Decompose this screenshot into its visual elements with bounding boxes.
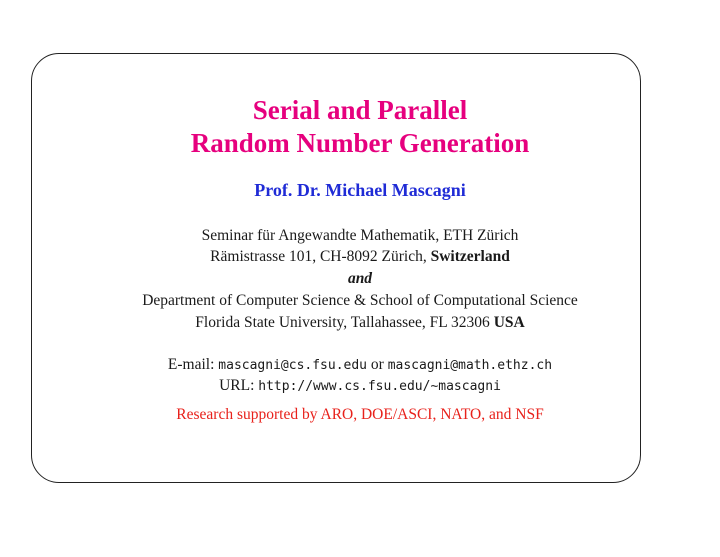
email-separator: or	[367, 356, 388, 373]
affiliation-eth-line-1: Seminar für Angewandte Mathematik, ETH Zürich	[201, 227, 519, 244]
affiliation-eth-line-2	[0, 248, 720, 266]
url-line	[0, 377, 720, 395]
title-line-1: Serial and Parallel	[252, 95, 468, 125]
author-name: Prof. Dr. Michael Mascagni	[254, 180, 466, 200]
title-line-2: Random Number Generation	[190, 128, 530, 158]
fsu-address: Florida State University, Tallahassee, FL 32306	[195, 314, 494, 331]
funding-note: Research supported by ARO, DOE/ASCI, NATO, and NSF	[176, 406, 544, 423]
homepage-link[interactable]: http://www.cs.fsu.edu/∼mascagni	[258, 379, 501, 394]
affiliation-connector: and	[347, 270, 373, 287]
email-link-fsu[interactable]: mascagni@cs.fsu.edu	[218, 358, 368, 373]
email-line	[0, 356, 720, 374]
eth-address: Rämistrasse 101, CH-8092 Zürich,	[210, 248, 431, 265]
affiliation-fsu-line-2	[0, 314, 720, 332]
email-label: E-mail:	[167, 356, 219, 373]
eth-country: Switzerland	[430, 248, 510, 265]
fsu-country: USA	[493, 314, 525, 331]
email-link-ethz[interactable]: mascagni@math.ethz.ch	[387, 358, 553, 373]
url-label: URL:	[219, 377, 259, 394]
affiliation-fsu-line-1: Department of Computer Science & School of Computational Science	[142, 292, 578, 309]
